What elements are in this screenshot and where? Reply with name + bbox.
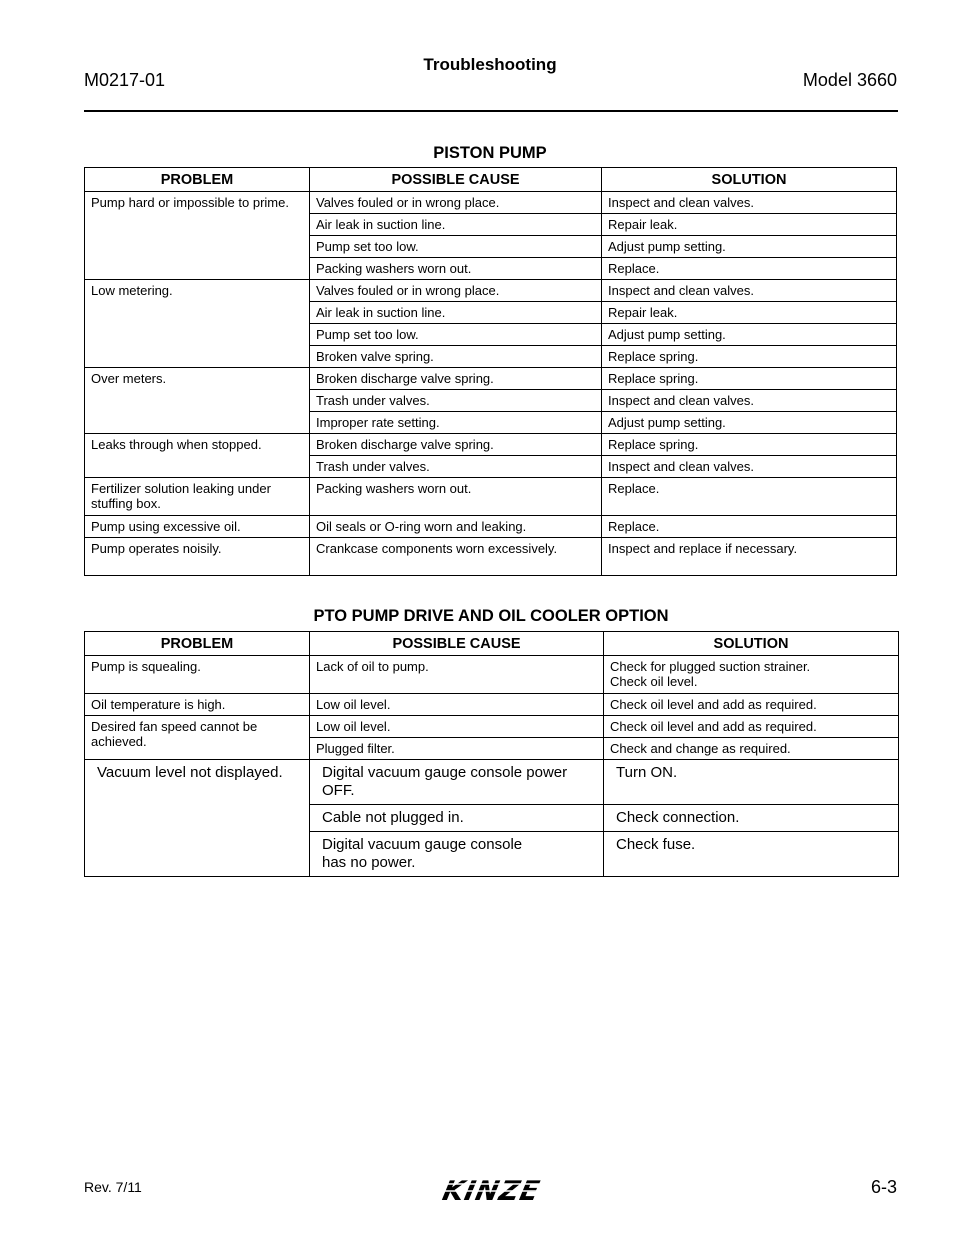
piston-pump-title: PISTON PUMP: [433, 144, 547, 162]
solution-cell: Check oil level and add as required.: [604, 716, 899, 738]
column-header-problem: PROBLEM: [85, 168, 310, 192]
table-header-row: [85, 632, 899, 656]
table-row: [85, 656, 899, 694]
cause-cell: Broken discharge valve spring.: [310, 368, 602, 390]
table-row: [85, 368, 897, 390]
table-header-row: [85, 168, 897, 192]
cause-cell: Cable not plugged in.: [310, 805, 604, 832]
header-divider: [84, 110, 898, 112]
section-title: Troubleshooting: [423, 55, 557, 74]
solution-cell: Inspect and clean valves.: [602, 192, 897, 214]
problem-cell: Leaks through when stopped.: [85, 434, 310, 478]
table-row: [85, 280, 897, 302]
table-row: [85, 478, 897, 516]
document-number: M0217-01: [84, 70, 166, 90]
column-header-possible-cause: POSSIBLE CAUSE: [310, 168, 602, 192]
solution-cell: Repair leak.: [602, 214, 897, 236]
problem-cell: Vacuum level not displayed.: [85, 760, 310, 877]
table-row: [85, 516, 897, 538]
solution-cell: Inspect and clean valves.: [602, 280, 897, 302]
problem-cell: Oil temperature is high.: [85, 694, 310, 716]
solution-cell: Replace.: [602, 516, 897, 538]
table-row: [85, 716, 899, 738]
solution-cell: Check and change as required.: [604, 738, 899, 760]
cause-cell: Air leak in suction line.: [310, 302, 602, 324]
revision-date: Rev. 7/11: [84, 1179, 142, 1195]
cause-cell: Plugged filter.: [310, 738, 604, 760]
cause-cell: Packing washers worn out.: [310, 258, 602, 280]
cause-cell: Packing washers worn out.: [310, 478, 602, 516]
column-header-solution: SOLUTION: [602, 168, 897, 192]
cause-cell: Broken discharge valve spring.: [310, 434, 602, 456]
cause-cell: Broken valve spring.: [310, 346, 602, 368]
column-header-problem: PROBLEM: [85, 632, 310, 656]
solution-cell: Repair leak.: [602, 302, 897, 324]
kinze-logo: [430, 1174, 550, 1206]
logo-text: KINZE: [439, 1176, 543, 1206]
piston-pump-table: [84, 167, 897, 576]
solution-cell: Replace.: [602, 478, 897, 516]
cause-cell: Lack of oil to pump.: [310, 656, 604, 694]
problem-cell: Over meters.: [85, 368, 310, 434]
solution-cell: Check for plugged suction strainer. Check oil level.: [604, 656, 899, 694]
solution-cell: Adjust pump setting.: [602, 412, 897, 434]
cause-cell: Digital vacuum gauge console has no power.: [310, 832, 604, 877]
column-header-solution: SOLUTION: [604, 632, 899, 656]
cause-cell: Valves fouled or in wrong place.: [310, 192, 602, 214]
cause-cell: Trash under valves.: [310, 390, 602, 412]
cause-cell: Improper rate setting.: [310, 412, 602, 434]
pto-pump-title: PTO PUMP DRIVE AND OIL COOLER OPTION: [313, 607, 669, 625]
problem-cell: Pump is squealing.: [85, 656, 310, 694]
problem-cell: Low metering.: [85, 280, 310, 368]
solution-cell: Inspect and replace if necessary.: [602, 538, 897, 576]
solution-cell: Adjust pump setting.: [602, 324, 897, 346]
solution-cell: Replace spring.: [602, 368, 897, 390]
solution-cell: Check connection.: [604, 805, 899, 832]
page-number: 6-3: [870, 1177, 897, 1197]
problem-cell: Pump operates noisily.: [85, 538, 310, 576]
problem-cell: Pump using excessive oil.: [85, 516, 310, 538]
column-header-possible-cause: POSSIBLE CAUSE: [310, 632, 604, 656]
solution-cell: Replace spring.: [602, 346, 897, 368]
model-name: Model 3660: [802, 70, 897, 90]
solution-cell: Turn ON.: [604, 760, 899, 805]
cause-cell: Valves fouled or in wrong place.: [310, 280, 602, 302]
pto-pump-table: [84, 631, 899, 877]
solution-cell: Inspect and clean valves.: [602, 456, 897, 478]
solution-cell: Replace.: [602, 258, 897, 280]
cause-cell: Low oil level.: [310, 716, 604, 738]
solution-cell: Check oil level and add as required.: [604, 694, 899, 716]
table-row: [85, 538, 897, 576]
table-row: [85, 760, 899, 805]
cause-cell: Low oil level.: [310, 694, 604, 716]
cause-cell: Trash under valves.: [310, 456, 602, 478]
table-row: [85, 434, 897, 456]
cause-cell: Oil seals or O-ring worn and leaking.: [310, 516, 602, 538]
problem-cell: Pump hard or impossible to prime.: [85, 192, 310, 280]
solution-cell: Check fuse.: [604, 832, 899, 877]
problem-cell: Desired fan speed cannot be achieved.: [85, 716, 310, 760]
solution-cell: Replace spring.: [602, 434, 897, 456]
cause-cell: Pump set too low.: [310, 324, 602, 346]
cause-cell: Digital vacuum gauge console power OFF.: [310, 760, 604, 805]
table-row: [85, 192, 897, 214]
cause-cell: Crankcase components worn excessively.: [310, 538, 602, 576]
solution-cell: Inspect and clean valves.: [602, 390, 897, 412]
table-row: [85, 694, 899, 716]
problem-cell: Fertilizer solution leaking under stuffing box.: [85, 478, 310, 516]
solution-cell: Adjust pump setting.: [602, 236, 897, 258]
cause-cell: Pump set too low.: [310, 236, 602, 258]
cause-cell: Air leak in suction line.: [310, 214, 602, 236]
